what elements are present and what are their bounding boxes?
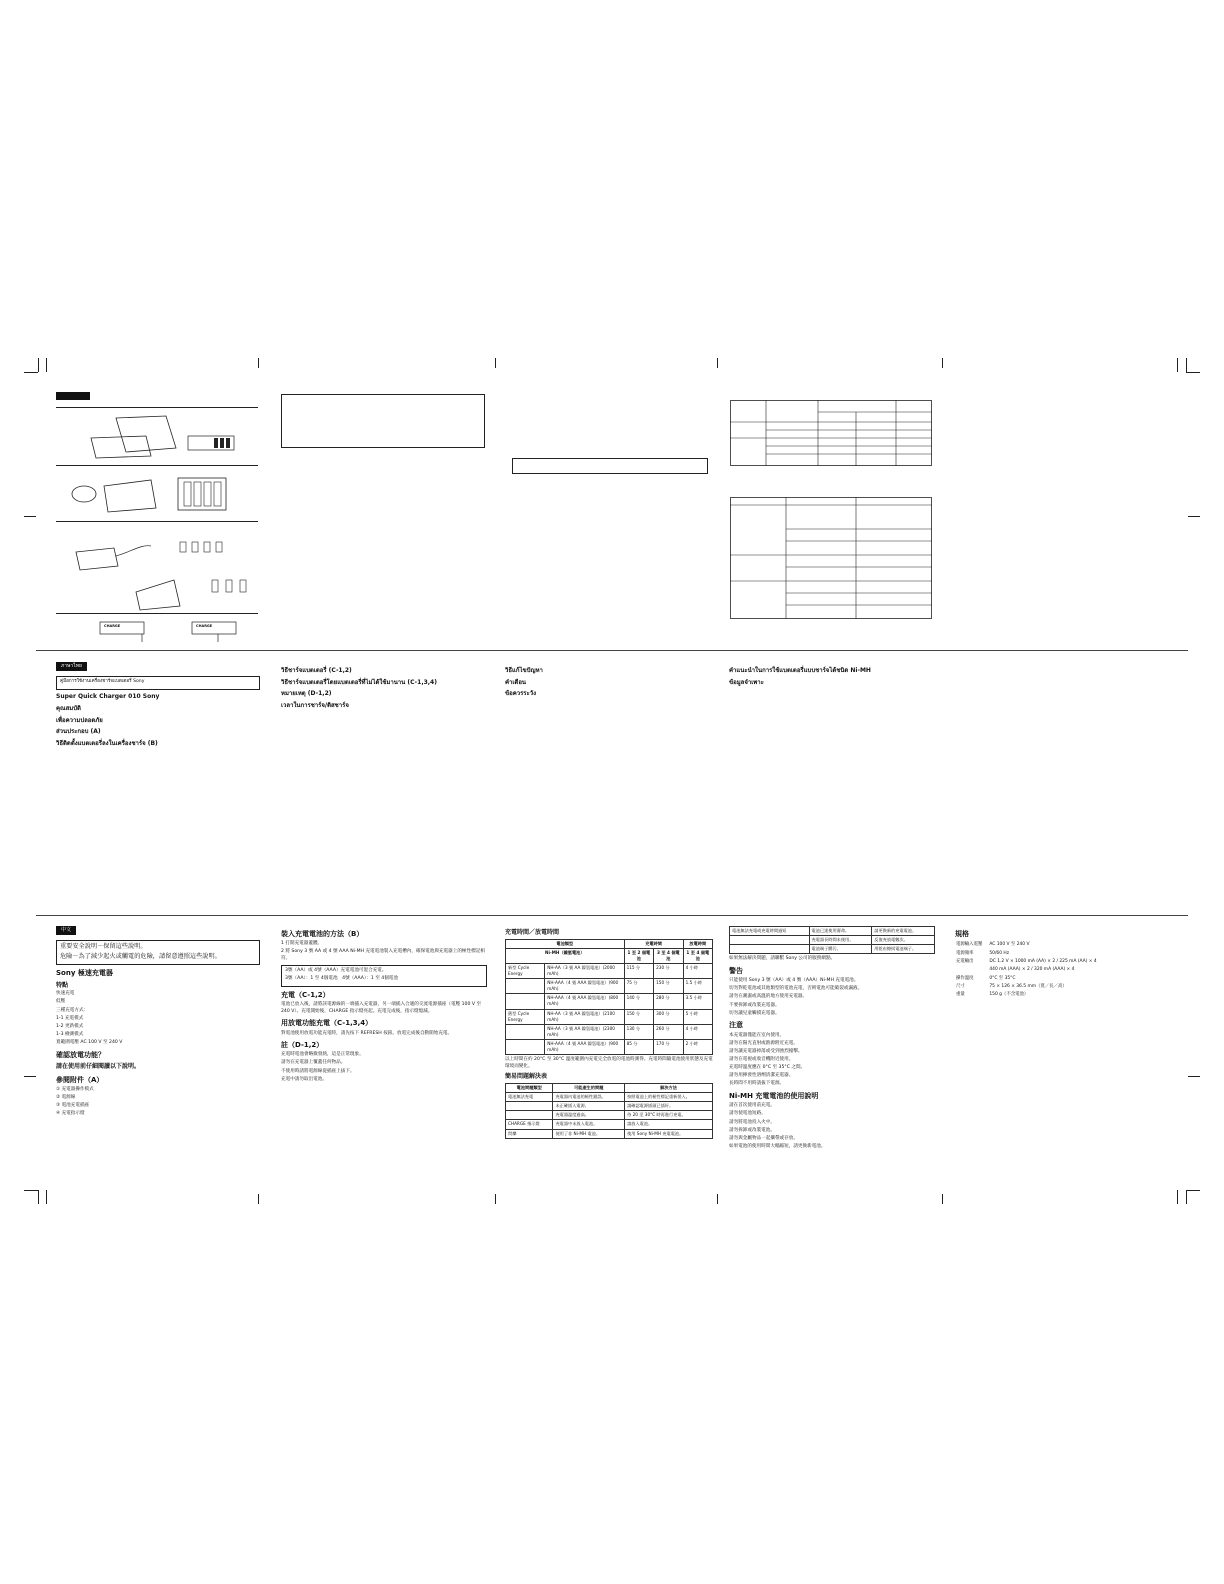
- chinese-column-3: [505, 926, 713, 1186]
- chinese-note-head: 註（D-1,2）: [281, 1041, 324, 1050]
- table-row: [730, 927, 935, 936]
- chinese-trouble-note: 如果無法解決問題，請聯繫 Sony 公司的服務網點。: [729, 956, 836, 962]
- table-cell: 新型 Cycle Energy: [506, 963, 545, 978]
- figure-panel-a: [56, 407, 258, 464]
- spec-value: 0°C 至 35°C: [989, 975, 1016, 981]
- table-cell: 85 分: [624, 1039, 654, 1054]
- thai-discharge-label: วิธีชาร์จแบตเตอรี่โดยแบตเตอรี่ที่ไม่ได้ใช้มานาน: [281, 678, 406, 686]
- figure-panel-c: [56, 521, 258, 612]
- chinese-nimh-head: Ni-MH 充電電池的使用說明: [729, 1092, 819, 1101]
- table-row: [730, 945, 935, 954]
- table-cell: 300 分: [654, 1009, 684, 1024]
- note-item: 請勿在充電器上覆蓋任何物品。: [281, 1060, 346, 1066]
- note-item: 充電時電池會略微發熱，這是正常現象。: [281, 1052, 364, 1058]
- chinese-table-head: 充電時間／放電時間: [505, 929, 560, 936]
- col-discharge: 放電時間: [683, 939, 712, 948]
- table-row: [506, 1039, 713, 1054]
- table-cell: [506, 1102, 553, 1111]
- chinese-before-head: 請在使用前仔細閱讀以下說明。: [56, 1062, 141, 1070]
- table-cell: 充電器溫度過高。: [553, 1111, 625, 1120]
- chinese-lang-tab: 中文: [56, 926, 76, 935]
- table-cell: 充電器長時間未使用。: [809, 936, 872, 945]
- thai-charge-label: วิธีชาร์จแบตเตอรี่: [281, 667, 327, 674]
- table-cell: NH-AAA（4 號 AAA 鎳氫電池）(900 mAh): [545, 1039, 624, 1054]
- col-battery: 電池類型: [506, 939, 625, 948]
- table-cell: 150 分: [654, 979, 684, 994]
- spec-row: [955, 950, 1098, 958]
- thai-install-head: [56, 740, 260, 749]
- blank-table-1: [730, 400, 932, 466]
- chinese-column-4: [729, 926, 935, 1186]
- note-item: 不使用時請將電源線從插座上拔下。: [281, 1068, 355, 1074]
- battery-insert-illustration: [56, 466, 258, 520]
- nimh-item: 請勿與金屬物品一起攜帶或存放。: [729, 1135, 798, 1141]
- part-item: ④ 充電指示燈: [56, 1111, 85, 1117]
- table-cell: 電池已達使用壽命。: [809, 927, 872, 936]
- charge-label-2: CHARGE: [196, 624, 213, 628]
- chinese-install-box: [281, 965, 487, 987]
- blank-table-2: [730, 497, 932, 619]
- spec-value: AC 100 V 至 240 V: [989, 942, 1030, 948]
- spec-label: 電源頻率: [956, 950, 974, 956]
- table-row: [506, 1009, 713, 1024]
- table-cell: 1.5 小時: [683, 979, 712, 994]
- table-row: [506, 1024, 713, 1039]
- spec-value: 50/60 Hz: [989, 950, 1010, 956]
- table-cell: 請放入電池。: [625, 1120, 713, 1129]
- thai-parts-head: [56, 728, 260, 737]
- table-row: [506, 1120, 713, 1129]
- table-cell: NH-AA（3 號 AA 鎳氫電池）(2000 mAh): [545, 963, 624, 978]
- table-cell: [506, 979, 545, 994]
- col-cause: 可能產生的問題: [553, 1084, 625, 1093]
- install-box-line1: 3號（AA）或 4號（AAA）充電電池可混合充電。: [285, 967, 387, 973]
- caution-item: 請勿讓充電器掉落或受到強烈撞擊。: [729, 1048, 803, 1054]
- section-divider-chinese: [36, 915, 1188, 916]
- feature-item: 1-3 檢測模式: [56, 1031, 84, 1037]
- caution-item: 長時間不用時請拔下電源。: [729, 1081, 785, 1087]
- blank-box-2: [512, 458, 708, 474]
- spec-label: [955, 966, 988, 974]
- table-cell: 170 分: [654, 1039, 684, 1054]
- charger-cable-illustration: [56, 522, 258, 612]
- chinese-refresh-head: 用放電功能充電（C-1,3,4）: [281, 1019, 373, 1028]
- spec-row: [955, 966, 1098, 974]
- part-item: ① 充電器操作模式: [56, 1086, 94, 1092]
- chinese-charge-text: 電池已放入後，請將該電源線的一端插入充電器，另一端插入合適的交流電源插座（電壓 100 V 至 240 V）。充電開始後，CHARGE 指示燈亮起。充電完成後，指示燈熄滅。: [281, 1002, 482, 1014]
- part-item: ③ 電池充電插座: [56, 1103, 90, 1109]
- table-cell: 充電器內電池的極性錯誤。: [553, 1093, 625, 1102]
- table-cell: NH-AAA（4 號 AAA 鎳氫電池）(900 mAh): [545, 979, 624, 994]
- chinese-table-note: 以上時間在約 20°C 至 30°C 溫度範圍內充電完全放電的電池時測得。充電時間隨電池使用狀態及充電環境而變化。: [505, 1057, 713, 1069]
- table-cell: 使用了非 Ni-MH 電池。: [553, 1129, 625, 1138]
- table-cell: 充電器中未放入電池。: [553, 1120, 625, 1129]
- charger-open-illustration: [56, 408, 258, 464]
- spec-row: [955, 983, 1098, 991]
- spec-value: 440 mA (AAA) × 2 / 320 mA (AAA) × 4: [989, 967, 1075, 973]
- chinese-refresh-text: 對電池使用放電功能充電時，請先按下 REFRESH 按鈕。放電完成後自動開始充電。: [281, 1030, 453, 1036]
- caution-item: 請勿用揮發性溶劑清潔充電器。: [729, 1073, 794, 1079]
- chinese-parts-list: [56, 1087, 260, 1118]
- table-cell: 用乾布擦拭電池端子。: [872, 945, 935, 954]
- nimh-item: 請勿將電池投入火中。: [729, 1119, 775, 1125]
- charge-indicator-illustration: [56, 614, 258, 642]
- thai-caution-head: ข้อควรระวัง: [505, 690, 537, 698]
- thai-features-head: คุณสมบัติ: [56, 705, 81, 713]
- table-row: [506, 1093, 713, 1102]
- install-step: 1 打開充電器蓋體。: [281, 941, 323, 947]
- thai-note-symbol: (D-1,2): [307, 690, 332, 698]
- table-cell: [730, 936, 810, 945]
- table-cell: 75 分: [624, 979, 654, 994]
- thai-spec-head: ข้อมูลจำเพาะ: [729, 678, 764, 686]
- spec-label: 重量: [956, 992, 965, 998]
- chinese-warning-box-line2: 危險－為了減少起火或觸電的危險，請留意遵照這些說明。: [60, 952, 221, 960]
- spec-row: [955, 975, 1098, 983]
- thai-discharge-head: [281, 679, 485, 688]
- table-row: [506, 963, 713, 978]
- figure-panel-d: [56, 613, 258, 642]
- thai-intro: คู่มือการใช้งานเครื่องชาร์จแบตเตอรี่ Sony: [60, 679, 145, 685]
- col-symptom: 電池問題類型: [506, 1084, 553, 1093]
- table-cell: 4 小時: [683, 963, 712, 978]
- table-cell: 請確認電源插頭已插好。: [625, 1102, 713, 1111]
- warning-item: 只能使用 Sony 3 號（AA）或 4 號（AAA）Ni-MH 充電電池。: [729, 978, 859, 984]
- table-cell: 請更換新的充電電池。: [872, 927, 935, 936]
- table-cell: 140 分: [624, 994, 654, 1009]
- table-cell: 3.5 小時: [683, 994, 712, 1009]
- thai-intro-box: [56, 676, 260, 690]
- spec-table: [955, 941, 1098, 1000]
- chinese-product-title: Sony 極速充電器: [56, 969, 113, 978]
- caution-item: 請勿在陽光直射或熱源附近充電。: [729, 1040, 798, 1046]
- chinese-nimh-note: 如果電池的使用時間大幅縮短，請更換新電池。: [729, 1144, 826, 1150]
- chinese-features-head: 特點: [56, 981, 69, 989]
- install-step: 2 將 Sony 3 號 AA 或 4 號 AAA Ni-MH 充電電池裝入充電槽內，確保電池與充電器上的極性標記相符。: [281, 949, 485, 961]
- table-cell: 未正確插入電源。: [553, 1102, 625, 1111]
- spec-row: [955, 991, 1098, 999]
- caution-item: 請勿在電視或收音機附近使用。: [729, 1056, 794, 1062]
- nimh-item: 請勿拆卸或改裝電池。: [729, 1127, 775, 1133]
- chinese-column-2: [281, 926, 487, 1186]
- nimh-item: 請勿使電池短路。: [729, 1111, 766, 1117]
- thai-parts-symbol: (A): [90, 728, 101, 736]
- feature-item: 低壓: [56, 999, 66, 1005]
- thai-nimh-head: คำแนะนำในการใช้แบตเตอรี่แบบชาร์จได้ชนิด Ni-MH: [729, 667, 871, 674]
- charge-label-1: CHARGE: [104, 624, 121, 628]
- warning-item: 不要拆卸或改裝充電器。: [729, 1002, 780, 1008]
- table-cell: 5 小時: [683, 1009, 712, 1024]
- chinese-charge-head: 充電（C-1,2）: [281, 990, 330, 999]
- chinese-parts-head: 參閱附件（A）: [56, 1075, 104, 1084]
- warning-item: 請勿在潮濕或高溫的地方使用充電器。: [729, 994, 808, 1000]
- col-charge-a: 1 至 2 個電池: [624, 948, 654, 963]
- col-remedy: 解決方法: [625, 1084, 713, 1093]
- chinese-caution-head: 注意: [729, 1021, 743, 1030]
- thai-column-4: [729, 664, 935, 909]
- thai-column-3: [505, 664, 709, 909]
- nimh-item: 請在首次使用前充電。: [729, 1103, 775, 1109]
- caution-item: 本充電器僅能在室內使用。: [729, 1032, 785, 1038]
- table-row: [730, 936, 935, 945]
- thai-charge-head: [281, 667, 485, 676]
- chinese-safety-head: 確認放電功能？: [56, 1050, 105, 1059]
- table-cell: 2 小時: [683, 1039, 712, 1054]
- table-cell: [506, 1111, 553, 1120]
- thai-trouble-head: วิธีแก้ไขปัญหา: [505, 667, 543, 674]
- table-cell: NH-AA（3 號 AA 鎳氫電池）(2100 mAh): [545, 1009, 624, 1024]
- table-row: [506, 979, 713, 994]
- table-cell: 閃爍: [506, 1129, 553, 1138]
- feature-item: 1-1 充電模式: [56, 1015, 84, 1021]
- col-charge-b: 3 至 4 個電池: [654, 948, 684, 963]
- chinese-warning-head: 警告: [729, 966, 743, 975]
- table-row: [506, 1129, 713, 1138]
- table-row: [506, 1102, 713, 1111]
- spec-label: 操作溫度: [956, 975, 974, 981]
- chinese-trouble-head: 簡易問題解決表: [505, 1073, 548, 1081]
- thai-charge-symbol: (C-1,2): [328, 667, 352, 674]
- thai-install-symbol: (B): [147, 740, 158, 748]
- table-cell: 230 分: [654, 963, 684, 978]
- spec-row: [955, 958, 1098, 966]
- table-cell: 待 20 至 30°C 時再進行充電。: [625, 1111, 713, 1120]
- col-discharge-a: 1 至 4 個電池: [683, 948, 712, 963]
- figure-panel-b: [56, 465, 258, 520]
- trouble-table: [505, 1083, 713, 1139]
- table-cell: 按照電池上的極性標記重新裝入。: [625, 1093, 713, 1102]
- spec-label: 尺寸: [956, 984, 965, 990]
- section-divider-thai: [36, 650, 1188, 651]
- spec-label: 充電輸出: [956, 958, 974, 964]
- blank-box-1: [281, 394, 485, 448]
- feature-item: 快速充電: [56, 991, 75, 997]
- feature-item: 1-2 更新模式: [56, 1023, 84, 1029]
- thai-install-label: วิธีติดตั้งแบตเตอรี่ลงในเครื่องชาร์จ: [56, 740, 146, 748]
- table-cell: [506, 1039, 545, 1054]
- feature-item: 寬範圍電壓 AC 100 V 至 240 V: [56, 1040, 123, 1046]
- table-cell: 4 小時: [683, 1024, 712, 1039]
- part-item: ② 電源線: [56, 1094, 76, 1100]
- thai-column-1: [56, 662, 260, 907]
- table-row: [506, 1111, 713, 1120]
- table-cell: 反復充放電數次。: [872, 936, 935, 945]
- table-cell: 280 分: [654, 994, 684, 1009]
- charge-time-table: [505, 939, 713, 1055]
- thai-safety-head: เพื่อความปลอดภัย: [56, 716, 103, 724]
- chinese-features-list: [56, 991, 260, 1047]
- thai-product-title: Super Quick Charger 010 Sony: [56, 693, 160, 701]
- thai-lang-tab: ภาษาไทย: [56, 662, 87, 671]
- thai-parts-label: ส่วนประกอบ: [56, 728, 89, 736]
- spec-row: [955, 941, 1098, 949]
- table-cell: 150 分: [624, 1009, 654, 1024]
- spec-value: DC 1.2 V × 1000 mA (AA) × 2 / 225 mA (AA) × 4: [989, 958, 1097, 964]
- spec-value: 75 × 126 × 36.5 mm（寬／長／高）: [989, 984, 1067, 990]
- install-box-line2: 3號（AA）：1 至 4個電池 4號（AAA）：1 至 4個電池: [285, 975, 398, 981]
- table-cell: 使用 Sony Ni-MH 充電電池。: [625, 1129, 713, 1138]
- table-cell: 電池端子髒污。: [809, 945, 872, 954]
- thai-note-label: หมายเหตุ: [281, 690, 306, 698]
- figure-badge: [56, 392, 90, 400]
- col-charge: 充電時間: [624, 939, 683, 948]
- table-cell: 130 分: [624, 1024, 654, 1039]
- spec-label: 電源輸入電壓: [956, 942, 983, 948]
- thai-table-head: เวลาในการชาร์จ/ดิสชาร์จ: [281, 702, 349, 710]
- warning-item: 切勿對乾電池或其他類型的電池充電，否則電池可能破裂或漏液。: [729, 986, 863, 992]
- chinese-install-head: 裝入充電電池的方法（B）: [281, 930, 364, 938]
- table-cell: [506, 1024, 545, 1039]
- thai-warning-head: คำเตือน: [505, 678, 527, 686]
- caution-item: 充電時溫度應在 0°C 至 35°C 之間。: [729, 1065, 806, 1071]
- table-cell: NH-AAA（4 號 AAA 鎳氫電池）(800 mAh): [545, 994, 624, 1009]
- chinese-column-5: [955, 926, 1141, 1046]
- col-nimh: Ni-MH（鎳氫電池）: [506, 948, 625, 963]
- table-row: [506, 994, 713, 1009]
- chinese-column-1: [56, 926, 260, 1186]
- thai-discharge-symbol: (C-1,3,4): [407, 678, 437, 686]
- trouble-table-continued: [729, 926, 935, 954]
- chinese-warning-box: [56, 940, 260, 965]
- spec-value: 150 g（不含電池）: [989, 992, 1029, 998]
- feature-item: 三種充電方式：: [56, 1007, 89, 1013]
- table-cell: 260 分: [654, 1024, 684, 1039]
- table-cell: 115 分: [624, 963, 654, 978]
- table-cell: 電池無法充電或充電時間過短: [730, 927, 810, 936]
- thai-column-2: [281, 664, 485, 909]
- chinese-spec-head: 規格: [955, 930, 969, 938]
- table-cell: 舊型 Cycle Energy: [506, 1009, 545, 1024]
- table-cell: [730, 945, 810, 954]
- table-cell: CHARGE 指示燈: [506, 1120, 553, 1129]
- table-cell: 電池無法充電: [506, 1093, 553, 1102]
- table-cell: NH-AA（3 號 AA 鎳氫電池）(2300 mAh): [545, 1024, 624, 1039]
- chinese-warning-box-line1: 重要安全說明－保留這些說明。: [60, 943, 147, 951]
- note-item: 充電中請勿取出電池。: [281, 1076, 327, 1082]
- thai-note-head: [281, 690, 485, 699]
- table-cell: [506, 994, 545, 1009]
- warning-item: 切勿讓兒童觸摸充電器。: [729, 1010, 780, 1016]
